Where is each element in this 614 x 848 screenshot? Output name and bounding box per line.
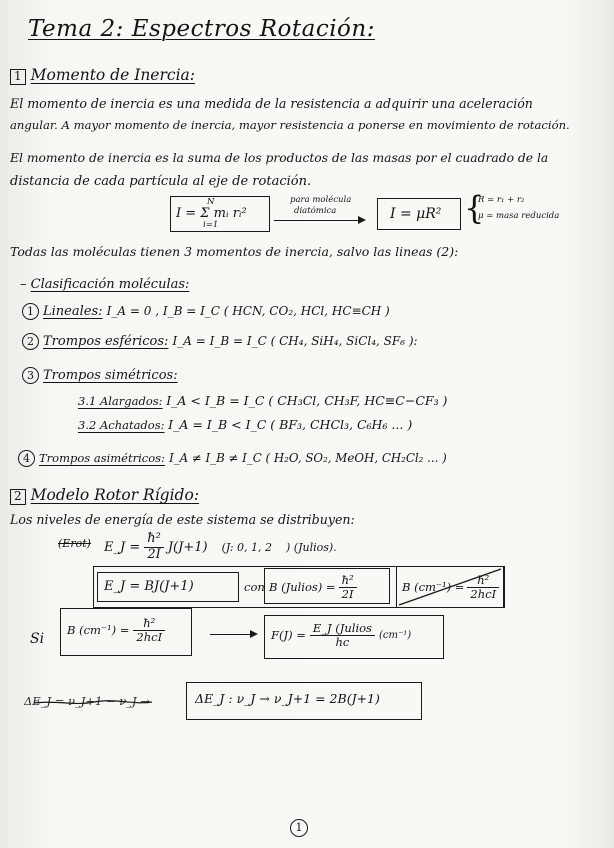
crossed-denominator: 2hcI (470, 587, 497, 602)
section-2-title: Modelo Rotor Rígido: (30, 486, 200, 504)
fj-numerator: E_J (Julios (310, 622, 375, 636)
sub-item-1-content: I_A < I_B = I_C ( CH₃Cl, CH₃F, HC≡C−CF₃ ) (166, 393, 448, 408)
b-cm-fraction (133, 617, 165, 644)
b-cm-lhs: B (cm⁻¹) = (67, 622, 130, 637)
delta-formula: ΔE_J : ν_J → ν_J+1 = 2B(J+1) (195, 691, 380, 706)
energy-numerator: ħ² (144, 532, 164, 548)
arrow-head-icon (358, 216, 366, 224)
item-1-label: Lineales: (43, 304, 103, 319)
brace-icon: { (464, 189, 485, 227)
b-joules-lhs: B (Julios) = (269, 579, 336, 594)
para-1-line-1: El momento de inercia es una medida de la resistencia a adquirir una aceleración (10, 96, 533, 111)
section-2-intro: Los niveles de energía de este sistema se distribuyen: (10, 512, 355, 527)
note-mu: μ = masa reducida (478, 211, 560, 221)
section-1-number: 1 (10, 69, 26, 85)
fj-fraction (310, 622, 375, 649)
energy-range: (J: 0, 1, 2 (221, 540, 273, 554)
section-2-heading (10, 488, 199, 505)
b-cm-box (60, 608, 192, 656)
energy-equation (104, 532, 337, 563)
crossed-numerator: ħ² (467, 574, 499, 588)
fj-box (264, 615, 444, 659)
item-trompos-simetricos (22, 367, 178, 384)
item-4-content: I_A ≠ I_B ≠ I_C ( H₂O, SO₂, MeOH, CH₂Cl₂ ... ) (169, 451, 447, 465)
b-cm-denominator: 2hcI (136, 630, 163, 645)
item-2-content: I_A = I_B = I_C ( CH₄, SiH₄, SiCl₄, SF₆ ): (172, 334, 418, 348)
si-arrow (210, 634, 252, 635)
item-1-content: I_A = 0 , I_B = I_C ( HCN, CO₂, HCl, HC≡CH ) (106, 304, 390, 318)
section-2-number: 2 (10, 489, 26, 505)
fj-denominator: hc (335, 635, 350, 650)
energy-fraction (144, 532, 164, 563)
delta-lhs: ΔE_J = ν_J+1 − ν_J → (24, 694, 150, 708)
energy-denominator: 2I (147, 546, 161, 562)
fj-formula (271, 622, 411, 649)
b-cm-numerator: ħ² (133, 617, 165, 631)
arrow-label-line-1: para molécula (290, 195, 352, 205)
delta-box (186, 682, 422, 720)
delta-strike (34, 697, 154, 709)
sub-item-2-label: 3.2 Achatados: (78, 418, 165, 432)
crossed-lhs: B (cm⁻¹) = (402, 579, 465, 594)
b-cm-formula (67, 617, 165, 644)
b-joules-formula (269, 574, 357, 601)
b-joules-denominator: 2I (341, 587, 354, 602)
sub-item-alargados (78, 395, 447, 408)
para-2-line-2: distancia de cada partícula al eje de rotación. (10, 174, 312, 189)
page-title: Tema 2: Espectros Rotación: (28, 16, 375, 42)
page-number: 1 (290, 819, 308, 837)
crossed-out-box (396, 566, 504, 608)
energy-rhs: J(J+1) (167, 539, 208, 555)
section-1-title: Momento de Inercia: (30, 66, 195, 84)
ej-box (97, 572, 239, 602)
item-lineales (22, 303, 390, 320)
crossed-out-word: (Erot) (58, 537, 91, 550)
energy-lhs: E_J = (104, 539, 141, 555)
sub-item-1-label: 3.1 Alargados: (78, 394, 163, 408)
note-r: R = r₁ + r₂ (478, 195, 525, 205)
item-2-number: 2 (22, 333, 39, 350)
b-joules-numerator: ħ² (339, 574, 357, 588)
si-word: Si (30, 631, 45, 647)
b-joules-box (264, 568, 390, 604)
inertia-sum-formula: I = Σ mᵢ rᵢ² (176, 206, 247, 221)
three-moments-line: Todas las moléculas tienen 3 momentos de inercia, salvo las lineas (2): (10, 244, 459, 259)
item-4-number: 4 (18, 450, 35, 467)
item-3-label: Trompos simétricos: (43, 368, 178, 383)
cross-out-strike (397, 567, 503, 607)
classification-heading-text: Clasificación moléculas: (30, 277, 190, 292)
item-trompos-esfericos (22, 333, 418, 350)
si-arrow-head-icon (250, 630, 258, 638)
section-1-heading (10, 68, 195, 85)
diatomic-formula-box (377, 198, 461, 230)
diatomic-arrow (274, 220, 360, 221)
arrow-label-line-2: diatómica (294, 206, 337, 216)
b-joules-fraction (339, 574, 357, 601)
inertia-sum-formula-box (170, 196, 270, 232)
item-trompos-asimetricos (18, 450, 447, 467)
diatomic-formula: I = μR² (390, 206, 442, 222)
item-3-number: 3 (22, 367, 39, 384)
ej-formula: E_J = BJ(J+1) (104, 579, 194, 594)
sum-upper-limit: N (207, 197, 215, 207)
fj-units: (cm⁻¹) (378, 629, 412, 641)
sub-item-2-content: I_A = I_B < I_C ( BF₃, CHCl₃, C₆H₆ ... ) (168, 417, 413, 432)
con-word: con (244, 580, 265, 594)
classification-heading: – Clasificación moléculas: (20, 277, 190, 292)
item-1-number: 1 (22, 303, 39, 320)
para-1-line-2: angular. A mayor momento de inercia, mayor resistencia a ponerse en movimiento de rotación. (10, 118, 570, 132)
sum-lower-limit: i=1 (203, 220, 219, 230)
energy-units: ) (Julios). (286, 540, 337, 554)
item-4-label: Trompos asimétricos: (39, 451, 165, 465)
fj-lhs: F(J) = (271, 627, 306, 642)
para-2-line-1: El momento de inercia es la suma de los productos de las masas por el cuadrado de la (10, 151, 549, 165)
sub-item-achatados (78, 419, 412, 432)
item-2-label: Trompos esféricos: (43, 334, 169, 349)
